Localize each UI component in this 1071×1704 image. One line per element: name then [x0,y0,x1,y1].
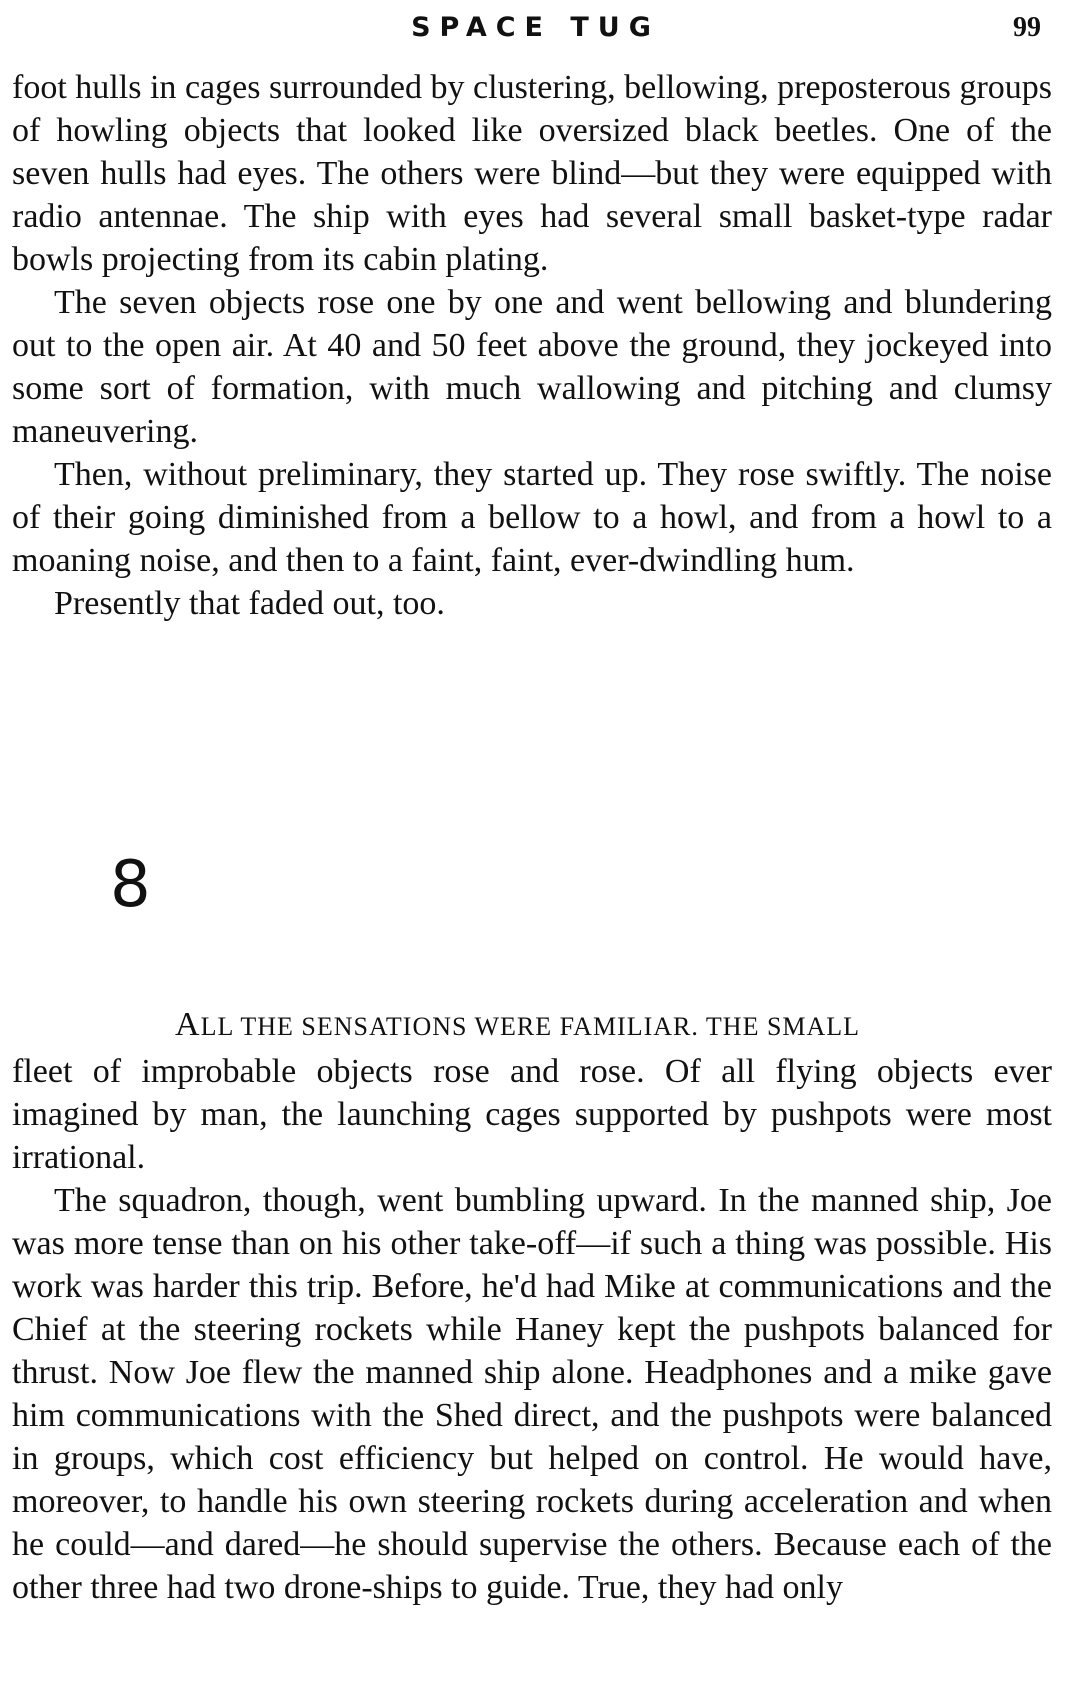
continuation-text [12,66,1052,625]
paragraph: fleet of improbable objects rose and rose. Of all flying objects ever imagined by man, the launching cages supported by pushpots were most irrational. [12,1053,1052,1176]
chapter-text [12,1050,1052,1609]
running-title: SPACE TUG [411,12,660,43]
paragraph: foot hulls in cages surrounded by clustering, bellowing, preposterous groups of howling objects that looked like oversized black beetles. One of the seven hulls had eyes. The others were blind—but they were equipped with radio antennae. The ship with eyes had several small basket-type radar bowls projecting from its cabin plating. [12,69,1052,278]
chapter-opening-initial: A [175,1006,201,1043]
running-head [0,8,1071,48]
page-number: 99 [1013,12,1041,43]
chapter-opening-small-caps: LL THE SENSATIONS WERE FAMILIAR. THE SMALL [200,1012,861,1041]
paragraph: The squadron, though, went bumbling upward. In the manned ship, Joe was more tense than on his other take-off—if such a thing was possible. His work was harder this trip. Before, he'd had Mike at communications and the Chief at the steering rockets while Haney kept the pushpots balanced for thrust. Now Joe flew the manned ship alone. Headphones and a mike gave him communications with the Shed direct, and the pushpots were balanced in groups, which cost efficiency but helped on control. He would have, moreover, to handle his own steering rockets during acceleration and when he could—and dared—he should supervise the others. Because each of the other three had two drone-ships to guide. True, they had only [12,1182,1052,1606]
paragraph: The seven objects rose one by one and went bellowing and blundering out to the open air. At 40 and 50 feet above the ground, they jockeyed into some sort of formation, with much wallowing and pitching and clumsy maneuvering. [12,284,1052,450]
paragraph: Then, without preliminary, they started up. They rose swiftly. The noise of their going diminished from a bellow to a howl, and from a howl to a moaning noise, and then to a faint, faint, ever-dwindling hum. [12,456,1052,579]
chapter-opening-line [175,1008,1055,1044]
chapter-number: 8 [110,848,151,922]
paragraph: Presently that faded out, too. [54,585,445,622]
